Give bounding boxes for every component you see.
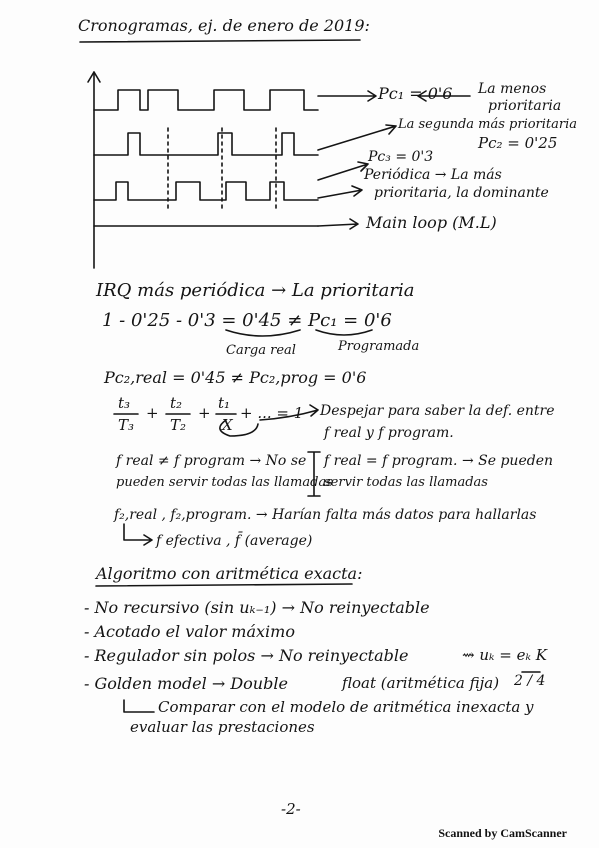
plus-2: + [198,404,211,422]
waveform-pc1 [94,90,318,110]
algorithm-item-3: - Regulador sin polos → No reinyectable [84,646,409,665]
main-loop-label: Main loop (M.L) [366,213,497,232]
algorithm-item-1: - No recursivo (sin uₖ₋₁) → No reinyectable [84,598,430,617]
arrow-pc3 [318,162,368,180]
algorithm-formula-stack: 2 / 4 [514,673,546,689]
pc2-real-line: Pc₂,real = 0'45 ≠ Pc₂,prog = 0'6 [104,368,367,387]
programada-label: Programada [338,339,420,354]
pc3-label: Pc₃ = 0'3 [368,149,434,165]
algorithm-formula: ⇝ uₖ = eₖ K [462,646,547,664]
freal-neq-line1: f real ≠ f program → No se [116,453,307,469]
pc1-note-line1: La menos [478,81,547,97]
pc2-label: Pc₂ = 0'25 [478,134,558,152]
irq-line: IRQ más periódica → La prioritaria [96,280,415,301]
algorithm-item-6: evaluar las prestaciones [130,718,315,736]
freal-eq-line2: servir todas las llamadas [324,475,488,490]
hook-arrow [124,524,152,545]
algorithm-item-4-note: float (aritmética fija) [342,674,500,692]
arrow-pc2 [318,125,396,150]
despejar-line1: Despejar para saber la def. entre [320,403,555,419]
page-number: -2- [281,800,301,818]
carga-real-label: Carga real [226,343,296,358]
pc1-label: Pc₁ = 0'6 [378,84,453,103]
frac-T3: T₃ [118,416,135,434]
periodic-note-line1: Periódica → La más [364,167,502,183]
calc-line: 1 - 0'25 - 0'3 = 0'45 ≠ Pc₁ = 0'6 [102,310,392,331]
freal-neq-line2: pueden servir todas las llamadas [116,475,333,490]
algorithm-item-4: - Golden model → Double [84,674,288,693]
algorithm-item-5: Comparar con el modelo de aritmética inexacta y [158,698,534,716]
page-title: Cronogramas, ej. de enero de 2019: [78,16,370,35]
plus-1: + [146,404,159,422]
freal-eq-line1: f real = f program. → Se pueden [324,453,553,469]
arrow-main-loop [318,219,358,229]
scanner-watermark: Scanned by CamScanner [438,826,567,840]
pc1-note-line2: prioritaria [488,98,562,114]
pc2-note: La segunda más prioritaria [398,117,578,132]
algorithm-item-2: - Acotado el valor máximo [84,622,295,641]
frac-t1: t₁ [218,394,231,412]
frac-t3: t₃ [118,394,131,412]
algorithm-underline [96,584,352,586]
algorithm-heading: Algoritmo con aritmética exacta: [96,564,363,583]
despejar-line2: f real y f program. [324,425,454,441]
periodic-note-line2: prioritaria, la dominante [374,185,549,201]
waveform-pc3 [94,182,318,200]
f-efectiva-line: f efectiva , f̄ (average) [156,533,313,549]
arrow-periodic [318,186,362,198]
frac-T2: T₂ [170,416,187,434]
hook-arrow-2 [124,700,154,712]
frac-result: + ... = 1 [240,404,304,422]
frac-X: X [222,416,233,434]
frac-t2: t₂ [170,394,183,412]
arrow-pc1 [318,91,376,101]
waveform-pc2 [94,133,318,155]
f2-line: f₂,real , f₂,program. → Harían falta más datos para hallarlas [114,507,537,523]
title-underline [80,40,360,42]
